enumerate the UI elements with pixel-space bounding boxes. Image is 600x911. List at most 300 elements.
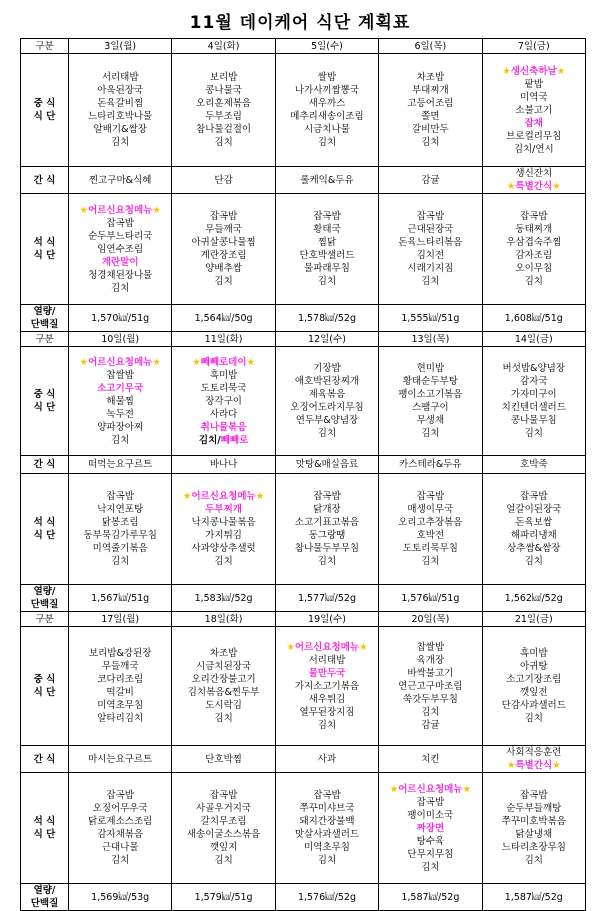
star-icon: ★: [506, 181, 516, 192]
dinner-row: [21, 194, 586, 305]
dinner-item: 동그랑땡: [308, 530, 346, 541]
snack-item: 떠먹는요구르트: [88, 459, 153, 470]
lunch-item: 잡채: [524, 117, 543, 129]
snack-item: 치킨: [421, 753, 440, 765]
dinner-item: 계란말이: [101, 256, 139, 268]
lunch-item: 고등어조림: [407, 98, 454, 109]
lunch-item: 황태순두부탕: [402, 376, 458, 387]
dinner-item: 팽이미소국: [407, 809, 454, 821]
dinner-item: 도토리묵무침: [402, 543, 458, 554]
lunch-item: 기장밥: [313, 363, 341, 374]
dinner-item: 김치: [214, 276, 233, 287]
dinner-item: 잡곡밥: [416, 211, 445, 222]
dinner-cell: [172, 474, 275, 585]
lunch-highlight: [70, 356, 170, 369]
lunch-item: 스팸구이: [412, 402, 449, 413]
calorie-cell: 1,570㎉/51g: [69, 305, 172, 332]
dinner-item: 김치: [214, 855, 233, 866]
day-header: 10일(월): [69, 332, 172, 347]
dinner-item: 닭로제소스조림: [88, 816, 153, 827]
dinner-item: 돈육느타리볶음: [398, 237, 463, 248]
lunch-item: 나가사끼짬뽕국: [294, 85, 360, 96]
lunch-item: 장각구이: [205, 395, 242, 407]
lunch-item: 취나물볶음: [200, 421, 247, 433]
dinner-item: 잡곡밥: [106, 491, 134, 502]
dinner-item: 김치: [317, 556, 337, 567]
dinner-item: 호박전: [416, 530, 445, 541]
day-header: 7일(금): [482, 39, 585, 54]
dinner-cell: [275, 194, 378, 305]
week-header-row: [21, 39, 586, 54]
lunch-item: 김치/빼빼로: [198, 434, 249, 446]
lunch-cell: [379, 347, 482, 456]
lunch-item: 찹쌀밥: [416, 641, 445, 653]
dinner-highlight: [70, 204, 170, 217]
dinner-cell: [275, 773, 378, 884]
dinner-item: 짜장면: [416, 822, 445, 834]
lunch-item: 돈육갈비찜: [97, 98, 144, 109]
lunch-item: 미역초무침: [97, 700, 144, 711]
lunch-label-text: 식 단: [33, 687, 56, 698]
star-icon: ★: [552, 181, 561, 192]
calorie-cell: 1,564㎉/50g: [172, 305, 275, 332]
lunch-item: 아욱된장국: [97, 85, 144, 96]
star-icon: ★: [506, 760, 516, 771]
lunch-item: 찹쌀밥: [106, 369, 134, 381]
lunch-cell: [172, 627, 275, 746]
dinner-cell: [379, 773, 482, 884]
snack-cell: [482, 167, 585, 194]
lunch-cell: [69, 347, 172, 456]
dinner-item: 사골우거지국: [196, 803, 252, 814]
dinner-item: 맛살사과샐러드: [294, 829, 360, 840]
calorie-cell: 1,608㎉/51g: [482, 305, 585, 332]
dinner-item: 돈육보쌈: [515, 517, 553, 528]
lunch-item: 김치: [317, 428, 337, 439]
dinner-item: 근대된장국: [407, 224, 454, 235]
lunch-item: 무들깨국: [101, 661, 139, 672]
lunch-item: 알타리김치: [97, 713, 144, 724]
header-label: 구분: [21, 332, 69, 347]
dinner-item: 잡곡밥: [313, 790, 341, 801]
lunch-highlight-text: 빼빼로데이: [200, 356, 247, 368]
calorie-label-text: 열량/: [33, 586, 56, 597]
snack-cell: [379, 456, 482, 474]
dinner-item: 김치: [111, 282, 130, 294]
dinner-cell: [172, 773, 275, 884]
snack-highlight: [484, 759, 584, 772]
dinner-highlight: [173, 490, 273, 503]
dinner-item: 참나물두부무침: [294, 543, 360, 554]
calorie-label-text: 단백질: [30, 898, 59, 909]
lunch-item: 시금치나물: [304, 124, 350, 135]
dinner-item: 사과양상추샐럿: [191, 543, 256, 554]
dinner-item: 잡곡밥: [106, 790, 134, 801]
dinner-row: [21, 773, 586, 884]
lunch-label-text: 식 단: [33, 111, 56, 122]
dinner-item: 잡곡밥: [209, 211, 238, 222]
dinner-item: 낙지연포탕: [97, 504, 144, 515]
dinner-item: 김치: [317, 276, 337, 287]
dinner-cell: [69, 773, 172, 884]
week-header-row: [21, 332, 586, 347]
dinner-item: 순두부느타리국: [88, 230, 153, 242]
lunch-cell: [482, 627, 585, 746]
snack-item: 마시는요구르트: [88, 753, 153, 765]
lunch-item: 소불고기: [515, 104, 553, 116]
star-icon: ★: [462, 783, 472, 795]
snack-item: 생신잔치: [515, 168, 553, 179]
lunch-item: 보리밥&강된장: [88, 648, 152, 659]
dinner-item: 김치: [111, 556, 130, 567]
calorie-cell: 1,587㎉/52g: [379, 884, 482, 911]
lunch-label-text: 중 식: [33, 98, 56, 109]
dinner-item: 쭈꾸미샤브국: [299, 803, 355, 814]
calorie-label-text: 단백질: [30, 319, 59, 330]
dinner-item: 오이무침: [515, 263, 553, 274]
lunch-label-text: 중 식: [33, 389, 56, 400]
dinner-item: 닭살냉채: [515, 829, 553, 840]
lunch-item: 바싹불고기: [407, 667, 454, 679]
dinner-item: 근대나물: [101, 842, 139, 853]
snack-cell: [172, 746, 275, 773]
day-header: 13일(목): [379, 332, 482, 347]
lunch-cell: [172, 347, 275, 456]
dinner-item: 김치: [421, 556, 440, 567]
header-label: 구분: [21, 39, 69, 54]
snack-cell: [482, 456, 585, 474]
dinner-highlight-text: 어르신요청메뉴: [88, 204, 153, 216]
dinner-item: 양배추쌈: [205, 263, 242, 274]
dinner-cell: [379, 474, 482, 585]
lunch-item: 현미밥: [416, 363, 445, 374]
lunch-highlight: [173, 356, 273, 369]
star-icon: ★: [286, 641, 295, 653]
lunch-item: 해물찜: [106, 395, 134, 407]
lunch-item: 애호박된장찌개: [294, 376, 360, 387]
page-title: 11월 데이케어 식단 계획표: [189, 13, 411, 33]
snack-row: [21, 167, 586, 194]
lunch-item: 육개장: [416, 654, 445, 666]
calorie-cell: 1,567㎉/51g: [69, 585, 172, 612]
dinner-item: 쭈꾸미호박볶음: [501, 816, 566, 827]
lunch-label: [21, 627, 69, 746]
dinner-item: 낙지콩나물볶음: [191, 517, 256, 528]
lunch-row: [21, 347, 586, 456]
calorie-cell: 1,555㎉/51g: [379, 305, 482, 332]
dinner-item: 김치: [524, 276, 543, 287]
dinner-item: 오징어무우국: [92, 803, 148, 814]
calorie-cell: 1,569㎉/53g: [69, 884, 172, 911]
lunch-item: 연근고구마조림: [398, 680, 463, 692]
lunch-item: 김치: [524, 713, 543, 724]
lunch-item: 김치볶음&찐두부: [187, 687, 260, 698]
lunch-item: 시금치된장국: [196, 661, 252, 672]
lunch-item: 김치: [421, 137, 440, 148]
dinner-item: 잡곡밥: [416, 491, 445, 502]
lunch-cell: [482, 347, 585, 456]
lunch-item: 콩나물국: [205, 85, 242, 96]
day-header: 14일(금): [482, 332, 585, 347]
lunch-cell: [69, 627, 172, 746]
lunch-item: 두부조림: [205, 111, 242, 122]
dinner-item: 감자조림: [515, 250, 553, 261]
lunch-item: 김치: [421, 706, 440, 718]
snack-cell: [275, 167, 378, 194]
lunch-item: 도시락김: [205, 700, 242, 711]
snack-cell: [482, 746, 585, 773]
snack-cell: [275, 746, 378, 773]
snack-highlight-text: 특별간식: [515, 181, 553, 192]
day-header: 17일(월): [69, 612, 172, 627]
lunch-label: [21, 54, 69, 167]
lunch-item: 서리태밥: [101, 72, 139, 83]
day-header: 19일(수): [275, 612, 378, 627]
dinner-item: 김치전: [416, 250, 445, 261]
lunch-cell: [275, 54, 378, 167]
lunch-item: 제육볶음: [308, 389, 346, 400]
lunch-item: 김치: [421, 428, 440, 439]
lunch-item: 팽이소고기볶음: [398, 389, 463, 400]
lunch-item: 단감사과샐러드: [501, 700, 566, 711]
snack-cell: [172, 456, 275, 474]
lunch-item: 새우까스: [308, 98, 346, 109]
lunch-item: 알배기&쌈장: [93, 124, 147, 135]
dinner-item: 무들깨국: [205, 224, 242, 235]
dinner-item: 잡곡밥: [313, 491, 341, 502]
lunch-cell: [482, 54, 585, 167]
calorie-label-text: 열량/: [33, 306, 56, 317]
lunch-item: 서리태밥: [308, 654, 346, 666]
dinner-item: 잡곡밥: [313, 211, 341, 222]
lunch-item: 감자국: [520, 376, 548, 387]
dinner-item: 김치: [214, 556, 233, 567]
lunch-item: 차조밥: [209, 648, 238, 659]
calorie-cell: 1,576㎉/52g: [275, 884, 378, 911]
dinner-item: 얼갈이된장국: [506, 504, 562, 515]
lunch-cell: [275, 347, 378, 456]
lunch-item: 부대찌개: [412, 85, 449, 96]
dinner-item: 잡곡밥: [209, 790, 238, 801]
snack-cell: [379, 746, 482, 773]
lunch-item: 김치: [214, 137, 233, 148]
lunch-item: 열무된장지짐: [299, 706, 355, 718]
snack-cell: [69, 167, 172, 194]
star-icon: ★: [255, 491, 265, 502]
day-header: 4일(화): [172, 39, 275, 54]
snack-item: 호박죽: [520, 459, 548, 470]
lunch-label: [21, 347, 69, 456]
lunch-item: 느타리호박나물: [88, 111, 153, 122]
snack-row: [21, 456, 586, 474]
lunch-item: 차조밥: [416, 72, 445, 83]
dinner-item: 닭봉조림: [101, 517, 139, 528]
dinner-item: 단호박샐러드: [299, 250, 355, 261]
dinner-item: 매생이무국: [407, 504, 454, 515]
dinner-item: 시래기지짐: [407, 263, 454, 274]
lunch-item: 팥밥: [524, 78, 543, 90]
lunch-item: 소고기무국: [97, 382, 144, 394]
calorie-cell: 1,576㎉/51g: [379, 585, 482, 612]
snack-item: 카스테라&두유: [399, 459, 462, 470]
meal-plan-table: [20, 38, 586, 911]
day-header: 3일(월): [69, 39, 172, 54]
lunch-item: 새우튀김: [308, 693, 346, 705]
dinner-item: 임연수조림: [97, 243, 144, 255]
calorie-cell: 1,562㎉/52g: [482, 585, 585, 612]
calorie-label: [21, 585, 69, 612]
lunch-item: 오리간장불고기: [191, 674, 256, 685]
dinner-item: 잡곡밥: [416, 796, 445, 808]
lunch-item: 갈비만두: [412, 124, 449, 135]
lunch-item: 가자미구이: [510, 389, 557, 400]
star-icon: ★: [79, 204, 89, 216]
lunch-item: 참나물겉절이: [196, 124, 252, 135]
dinner-label-text: 식 단: [33, 530, 56, 541]
dinner-cell: [275, 474, 378, 585]
dinner-label: [21, 773, 69, 884]
dinner-item: 황태국: [313, 224, 341, 235]
snack-item: 단호박찜: [205, 753, 242, 765]
lunch-item: 김치: [214, 713, 233, 724]
dinner-item: 김치: [111, 855, 130, 866]
lunch-cell: [379, 54, 482, 167]
lunch-row: [21, 54, 586, 167]
lunch-cell: [172, 54, 275, 167]
dinner-label-text: 식 단: [33, 250, 56, 261]
lunch-item: 메추리새송이조림: [290, 111, 364, 122]
dinner-label-text: 석 식: [33, 237, 56, 248]
lunch-item: 쑥갓두부무침: [402, 693, 458, 705]
calorie-cell: 1,579㎉/51g: [172, 884, 275, 911]
snack-cell: [275, 456, 378, 474]
calorie-label-text: 단백질: [30, 599, 59, 610]
lunch-cell: [379, 627, 482, 746]
lunch-cell: [275, 627, 378, 746]
dinner-item: 계란장조림: [200, 250, 247, 261]
calorie-row: [21, 884, 586, 911]
lunch-item: 오리훈제볶음: [196, 98, 252, 109]
dinner-item: 느타리초장무침: [501, 842, 566, 853]
lunch-item: 물만두국: [308, 667, 346, 679]
calorie-row: [21, 305, 586, 332]
star-icon: ★: [152, 356, 161, 368]
dinner-highlight: [380, 783, 480, 796]
snack-item: 감귤: [421, 174, 440, 186]
lunch-cell: [69, 54, 172, 167]
lunch-item: 무생채: [416, 415, 445, 426]
week-header-row: [21, 612, 586, 627]
snack-item: 바나나: [209, 459, 238, 470]
calorie-label: [21, 884, 69, 911]
dinner-item: 동부묵김가루무침: [83, 530, 157, 541]
lunch-item: 브로컬리무침: [506, 130, 562, 142]
dinner-item: 김치: [524, 855, 543, 866]
dinner-item: 우삼겹숙주찜: [506, 237, 562, 248]
day-header: 11일(화): [172, 332, 275, 347]
dinner-highlight-text: 어르신요청메뉴: [191, 491, 256, 502]
snack-cell: [69, 746, 172, 773]
lunch-item: 가지소고기볶음: [294, 680, 360, 692]
star-icon: ★: [389, 783, 399, 795]
lunch-label-text: 식 단: [33, 402, 56, 413]
calorie-label-text: 열량/: [33, 885, 56, 896]
lunch-highlight-text: 생신축하날: [510, 65, 557, 77]
dinner-cell: [482, 773, 585, 884]
snack-item: 단감: [214, 174, 233, 186]
dinner-item: 찜닭: [317, 237, 337, 248]
star-icon: ★: [79, 356, 89, 368]
calorie-row: [21, 585, 586, 612]
lunch-item: 연두부&양념장: [295, 415, 359, 426]
dinner-item: 청경채된장나물: [88, 269, 153, 281]
star-icon: ★: [152, 204, 161, 216]
dinner-item: 잡곡밥: [520, 211, 548, 222]
dinner-item: 아귀살콩나물찜: [191, 237, 256, 248]
dinner-cell: [379, 194, 482, 305]
dinner-highlight-text: 어르신요청메뉴: [398, 783, 463, 795]
lunch-item: 보리밥: [209, 72, 238, 83]
snack-label-text: 간 식: [33, 174, 56, 186]
dinner-label-text: 석 식: [33, 517, 56, 528]
dinner-item: 두부찌개: [205, 504, 242, 515]
lunch-highlight-text: 어르신요청메뉴: [294, 641, 360, 653]
lunch-item: 김치/연시: [513, 143, 554, 155]
dinner-row: [21, 474, 586, 585]
lunch-item: 흑미밥: [520, 648, 548, 659]
lunch-item: 소고기장조림: [506, 674, 562, 685]
lunch-item: 쌀밥: [317, 72, 337, 83]
snack-cell: [379, 167, 482, 194]
star-icon: ★: [556, 65, 566, 77]
lunch-item: 미역국: [520, 91, 548, 103]
lunch-item: 김치: [524, 428, 543, 439]
dinner-cell: [482, 474, 585, 585]
lunch-item: 감귤: [421, 719, 440, 731]
dinner-cell: [482, 194, 585, 305]
lunch-item: 양파장아찌: [97, 421, 144, 433]
lunch-item: 김치: [111, 137, 130, 148]
lunch-item: 김치: [111, 434, 130, 446]
dinner-cell: [172, 194, 275, 305]
lunch-item: 떡갈비: [106, 687, 134, 698]
dinner-item: 김치: [524, 556, 543, 567]
lunch-highlight-text: 어르신요청메뉴: [88, 356, 153, 368]
snack-item: 사과: [317, 753, 337, 765]
day-header: 20일(목): [379, 612, 482, 627]
dinner-item: 잡곡밥: [106, 217, 134, 229]
snack-item: 맛탕&매실음료: [295, 459, 359, 470]
star-icon: ★: [552, 760, 561, 771]
calorie-cell: 1,583㎉/52g: [172, 585, 275, 612]
day-header: 5일(수): [275, 39, 378, 54]
lunch-item: 아귀탕: [520, 661, 548, 672]
snack-label: [21, 456, 69, 474]
dinner-item: 잡곡밥: [520, 790, 548, 801]
calorie-label: [21, 305, 69, 332]
snack-label: [21, 746, 69, 773]
calorie-cell: 1,587㎉/52g: [482, 884, 585, 911]
lunch-item: 녹두전: [106, 408, 134, 420]
snack-item: 찐고구마&식혜: [88, 174, 152, 186]
day-header: 6일(목): [379, 39, 482, 54]
lunch-item: 깻잎전: [520, 687, 548, 698]
lunch-item: 사라다: [209, 408, 238, 420]
dinner-item: 순두부들깨탕: [506, 803, 562, 814]
star-icon: ★: [182, 491, 192, 502]
lunch-label-text: 중 식: [33, 674, 56, 685]
snack-item: 롤케익&두유: [300, 174, 354, 186]
